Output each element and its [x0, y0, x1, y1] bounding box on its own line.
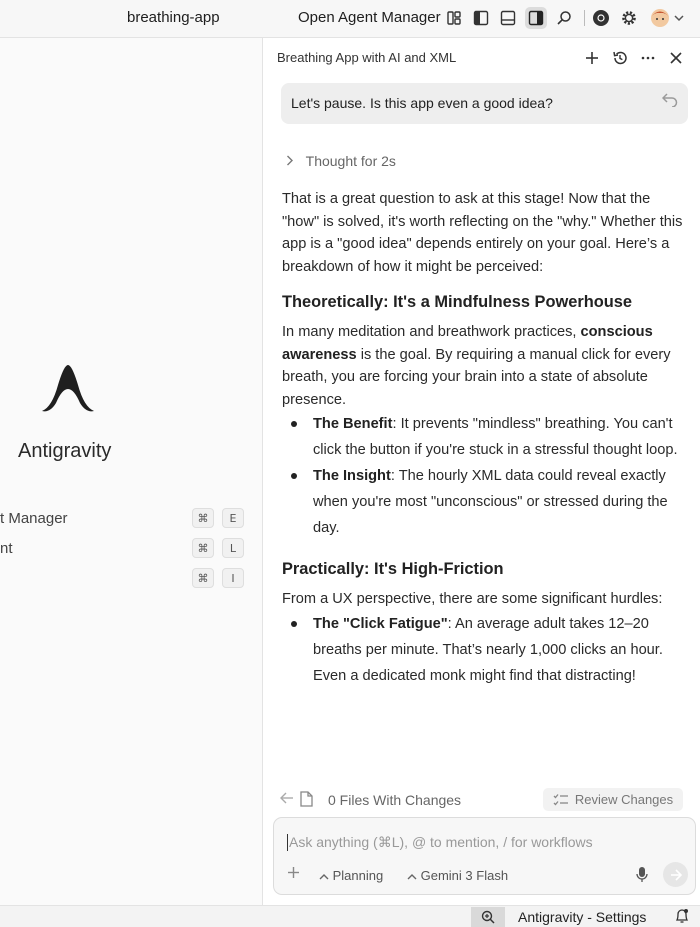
list-item: The "Click Fatigue": An average adult takes 12–20 breaths per minute. That’s nearly 1,000 clicks an hour. Even a dedicated monk might find that distracting! — [282, 611, 687, 689]
section-heading: Theoretically: It's a Mindfulness Powerhouse — [282, 293, 632, 311]
chevron-up-icon — [319, 873, 329, 880]
history-icon[interactable] — [610, 48, 630, 68]
sidebar-left-icon[interactable] — [470, 7, 492, 29]
close-icon[interactable] — [666, 48, 686, 68]
mode-label: Planning — [332, 868, 384, 883]
user-message — [281, 83, 688, 124]
layout-grid-icon[interactable] — [443, 7, 465, 29]
bullet-list — [282, 411, 687, 541]
command-key: ⌘ — [192, 538, 214, 558]
plus-icon[interactable] — [582, 48, 602, 68]
bell-icon[interactable] — [675, 908, 689, 927]
gear-icon[interactable] — [618, 7, 640, 29]
section-paragraph: In many meditation and breathwork practices, conscious awareness is the goal. By requiring a manual click for every breath, you are forcing your brain into a state of absolute presence. — [282, 324, 671, 408]
list-item: The Benefit: It prevents "mindless" breathing. You can't click the button if you're stuck in a stressful thought loop. — [282, 411, 687, 463]
section-paragraph: From a UX perspective, there are some significant hurdles: — [282, 591, 663, 607]
thought-toggle[interactable] — [286, 153, 396, 169]
search-icon[interactable] — [553, 7, 575, 29]
shortcut-label: t Manager — [0, 510, 68, 527]
files-changes-bar — [264, 783, 700, 815]
shortcut-key: L — [222, 538, 244, 558]
arrow-left-icon[interactable] — [280, 791, 294, 807]
mode-selector[interactable] — [319, 868, 383, 883]
bullet-list — [282, 611, 687, 689]
text-caret — [287, 834, 288, 851]
agent-panel — [264, 38, 700, 905]
model-selector[interactable] — [407, 868, 508, 883]
review-changes-label: Review Changes — [574, 792, 674, 807]
panel-bottom-icon[interactable] — [497, 7, 519, 29]
checklist-icon — [553, 793, 569, 807]
shortcut-agent[interactable] — [0, 537, 263, 561]
shortcut-label: nt — [0, 540, 13, 557]
file-icon — [300, 791, 313, 812]
agent-response — [282, 188, 687, 689]
avatar[interactable] — [648, 7, 688, 29]
chrome-icon[interactable] — [590, 7, 612, 29]
send-button[interactable] — [663, 862, 688, 887]
thought-label: Thought for 2s — [305, 153, 396, 169]
shortcut-key: E — [222, 508, 244, 528]
zoom-icon[interactable] — [471, 907, 505, 927]
toolbar-divider — [584, 10, 585, 26]
brand-name: Antigravity — [18, 440, 112, 462]
arrow-right-icon — [670, 869, 682, 881]
editor-welcome-panel — [0, 38, 263, 905]
command-key: ⌘ — [192, 508, 214, 528]
chevron-up-icon — [407, 873, 417, 880]
sidebar-right-icon[interactable] — [525, 7, 547, 29]
chat-input-box[interactable] — [273, 817, 696, 895]
files-changes-count: 0 Files With Changes — [328, 792, 462, 808]
settings-status-item[interactable]: Antigravity - Settings — [518, 909, 647, 925]
add-context-icon[interactable] — [287, 864, 300, 884]
section-heading: Practically: It's High-Friction — [282, 560, 504, 578]
conversation-title: Breathing App with AI and XML — [277, 50, 457, 65]
open-agent-manager-button[interactable]: Open Agent Manager — [298, 9, 441, 26]
response-intro: That is a great question to ask at this stage! Now that the "how" is solved, it's worth reflecting on the "why." Whether this app is a "good idea" depends entirely on your goal. Here’s a breakdown of how it might be perceived: — [282, 191, 683, 275]
model-label: Gemini 3 Flash — [420, 868, 509, 883]
shortcut-inline[interactable] — [0, 567, 263, 591]
shortcut-open-agent-manager[interactable] — [0, 507, 263, 531]
list-item: The Insight: The hourly XML data could reveal exactly when you're most "unconscious" or stressed during the day. — [282, 463, 687, 541]
antigravity-logo-icon — [40, 363, 96, 413]
chevron-right-icon — [286, 153, 302, 169]
command-key: ⌘ — [192, 568, 214, 588]
undo-icon[interactable] — [662, 93, 678, 112]
status-bar — [0, 905, 700, 927]
review-changes-button[interactable] — [543, 788, 683, 811]
shortcut-key: I — [222, 568, 244, 588]
chat-input-placeholder[interactable]: Ask anything (⌘L), @ to mention, / for workflows — [289, 834, 593, 850]
window-title: breathing-app — [127, 9, 220, 26]
title-bar — [0, 0, 700, 38]
user-message-text: Let's pause. Is this app even a good idea? — [291, 95, 553, 111]
microphone-icon[interactable] — [636, 866, 648, 888]
more-options-icon[interactable] — [638, 48, 658, 68]
